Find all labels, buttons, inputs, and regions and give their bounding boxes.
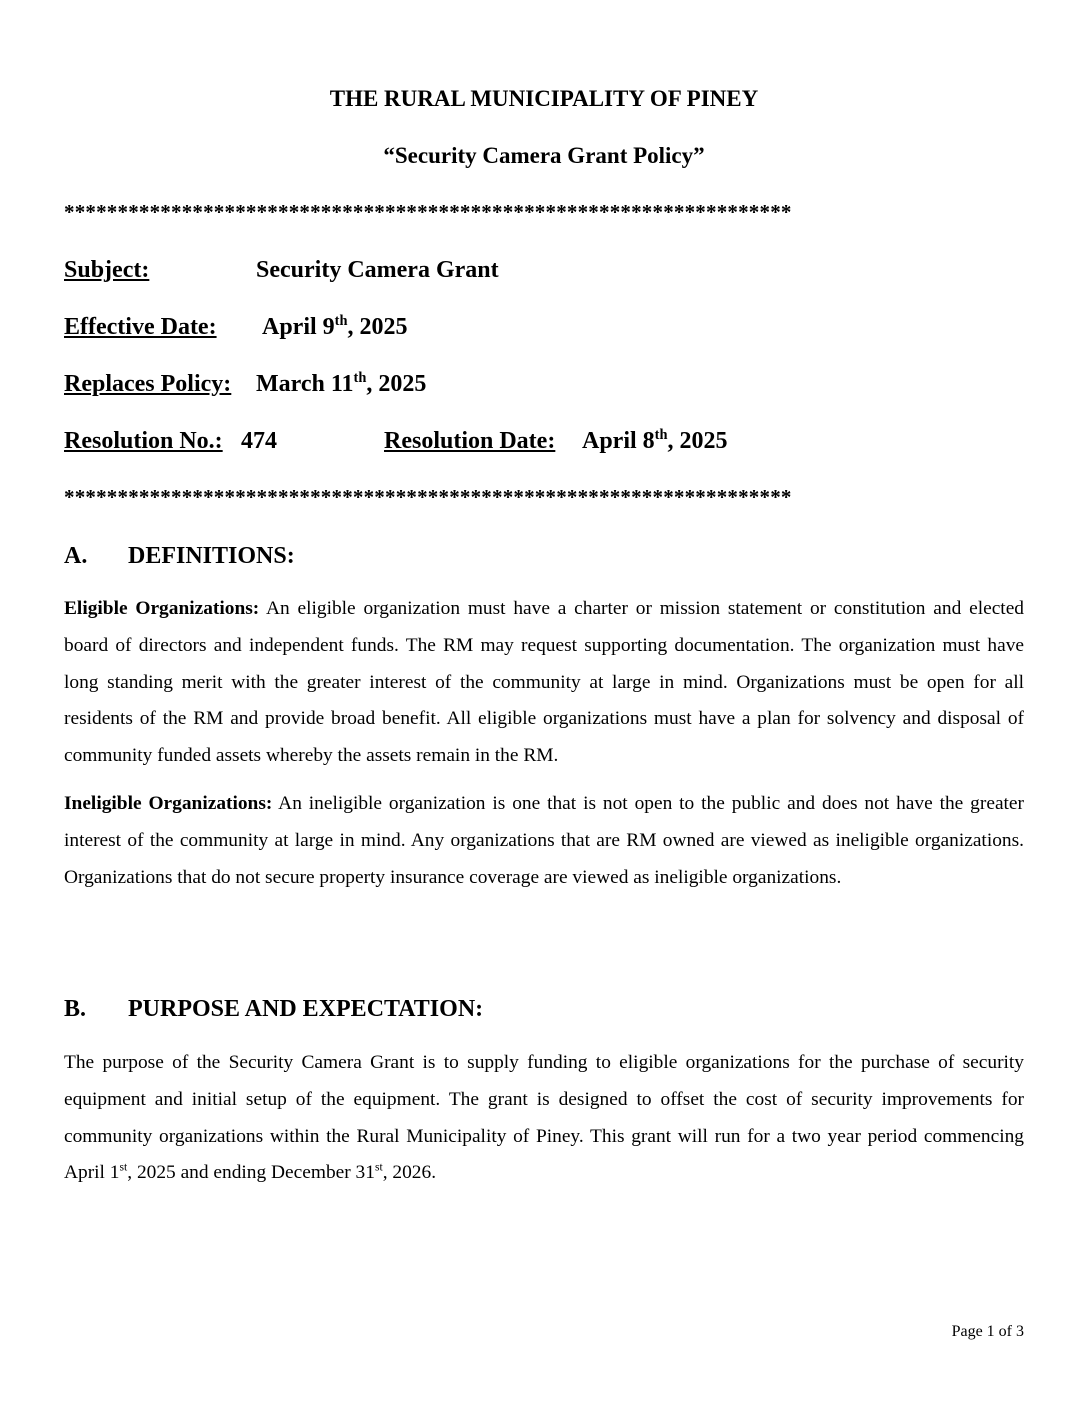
resolution-no-label: Resolution No.:	[64, 428, 223, 454]
purpose-paragraph: The purpose of the Security Camera Grant is to supply funding to eligible organizations for the purchase of security equipment and initial setup of the equipment. The grant is designed to offset the cost of security improvements for community organizations within the Rural Municipality of Piney. This grant will run for a two year period commencing April 1st, 2025 and ending December 31st, 2026.	[64, 1052, 1024, 1184]
separator-top: ********************************************************************	[64, 200, 792, 224]
policy-title: “Security Camera Grant Policy”	[383, 143, 705, 168]
effective-date-label: Effective Date:	[64, 314, 217, 340]
subject-value: Security Camera Grant	[256, 257, 499, 283]
ineligible-organizations-paragraph: Ineligible Organizations: An ineligible organization is one that is not open to the public and does not have the greater interest of the community at large in mind. Any organizations that are RM owned are viewed as ineligible organizations. Organizations that do not secure property insurance coverage are viewed as ineligible organizations.	[64, 793, 1024, 888]
organization-title: THE RURAL MUNICIPALITY OF PINEY	[329, 86, 759, 111]
resolution-no-value: 474	[241, 428, 277, 454]
page-number: Page 1 of 3	[951, 1323, 1024, 1340]
separator-bottom: ********************************************************************	[64, 485, 792, 509]
effective-date-value: April 9th, 2025	[262, 313, 408, 340]
ineligible-term: Ineligible Organizations:	[64, 793, 273, 814]
replaces-policy-label: Replaces Policy:	[64, 371, 232, 397]
eligible-organizations-paragraph: Eligible Organizations: An eligible organization must have a charter or mission statement or constitution and elected board of directors and independent funds. The RM may request supporting documentation. The organization must have long standing merit with the greater interest of the community at large in mind. Organizations must be open for all residents of the RM and provide broad benefit. All eligible organizations must have a plan for solvency and disposal of community funded assets whereby the assets remain in the RM.	[64, 598, 1024, 767]
replaces-policy-value: March 11th, 2025	[256, 370, 427, 397]
eligible-term: Eligible Organizations:	[64, 598, 260, 619]
subject-label: Subject:	[64, 257, 150, 283]
resolution-date-value: April 8th, 2025	[582, 427, 728, 454]
section-b-heading: B. PURPOSE AND EXPECTATION:	[64, 996, 484, 1022]
section-a-heading: A. DEFINITIONS:	[64, 543, 295, 569]
resolution-date-label: Resolution Date:	[384, 428, 556, 454]
